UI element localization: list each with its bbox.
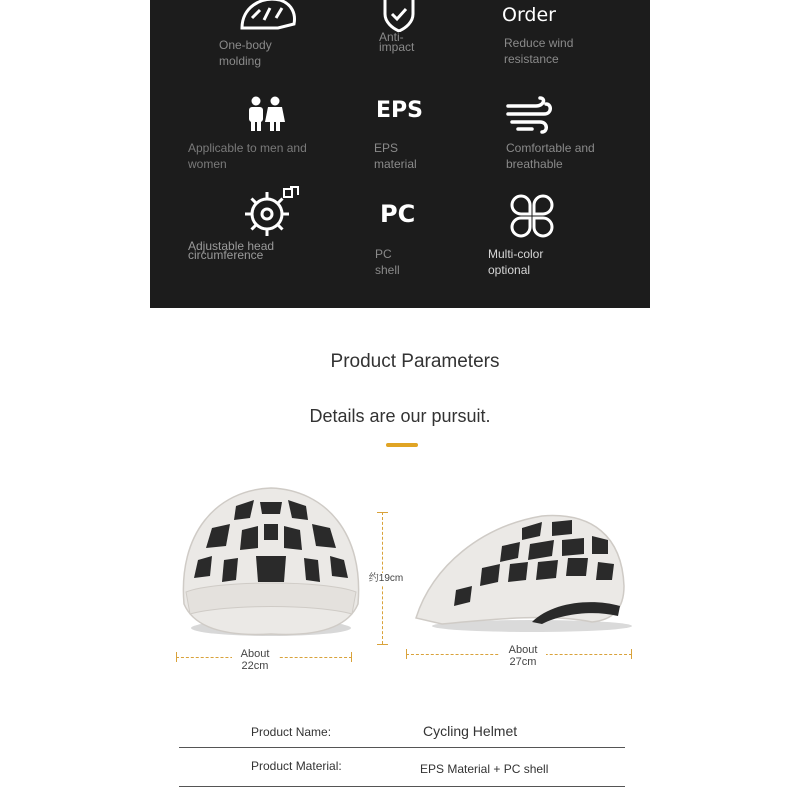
eps-icon-text: EPS bbox=[376, 98, 423, 123]
width-tick-right bbox=[351, 652, 352, 662]
feature-label: Adjustable head circumference bbox=[188, 239, 275, 262]
height-dimension-label: 约19cm bbox=[366, 573, 406, 585]
param-label-material: Product Material: bbox=[251, 759, 342, 773]
length-dimension-label: About 27cm bbox=[500, 644, 546, 668]
length-tick-right bbox=[631, 649, 632, 659]
section-subtitle: Details are our pursuit. bbox=[309, 406, 491, 426]
feature-label: Multi-color optional bbox=[488, 247, 544, 277]
features-panel bbox=[150, 0, 650, 308]
accent-bar bbox=[386, 443, 418, 447]
helmet-front-image bbox=[176, 484, 366, 644]
height-tick-top bbox=[377, 512, 388, 513]
clover-icon bbox=[510, 194, 554, 238]
people-icon bbox=[246, 96, 286, 132]
helmet-outline-icon bbox=[238, 0, 298, 30]
feature-label: PC shell bbox=[375, 247, 400, 277]
helmet-side-image bbox=[412, 506, 634, 636]
table-divider bbox=[179, 747, 625, 748]
height-tick-bottom bbox=[377, 644, 388, 645]
width-tick-left bbox=[176, 652, 177, 662]
width-dimension-label: About 22cm bbox=[232, 648, 278, 672]
feature-label: Anti- impact bbox=[379, 30, 415, 54]
param-value-material: EPS Material + PC shell bbox=[420, 762, 549, 776]
length-tick-left bbox=[406, 649, 407, 659]
section-title: Product Parameters bbox=[330, 351, 500, 372]
param-value-name: Cycling Helmet bbox=[423, 723, 518, 739]
shield-check-icon bbox=[382, 0, 416, 32]
gear-icon bbox=[240, 186, 302, 238]
param-label-name: Product Name: bbox=[251, 725, 332, 739]
feature-label: EPS material bbox=[374, 141, 417, 171]
table-divider bbox=[179, 786, 625, 787]
wind-icon bbox=[506, 96, 552, 136]
pc-icon-text: PC bbox=[380, 200, 416, 228]
feature-label: Applicable to men and women bbox=[188, 141, 307, 171]
feature-label: One-body molding bbox=[219, 38, 272, 68]
order-icon-text: Order bbox=[502, 4, 556, 26]
feature-label: Comfortable and breathable bbox=[506, 141, 595, 171]
feature-label: Reduce wind resistance bbox=[504, 36, 574, 66]
